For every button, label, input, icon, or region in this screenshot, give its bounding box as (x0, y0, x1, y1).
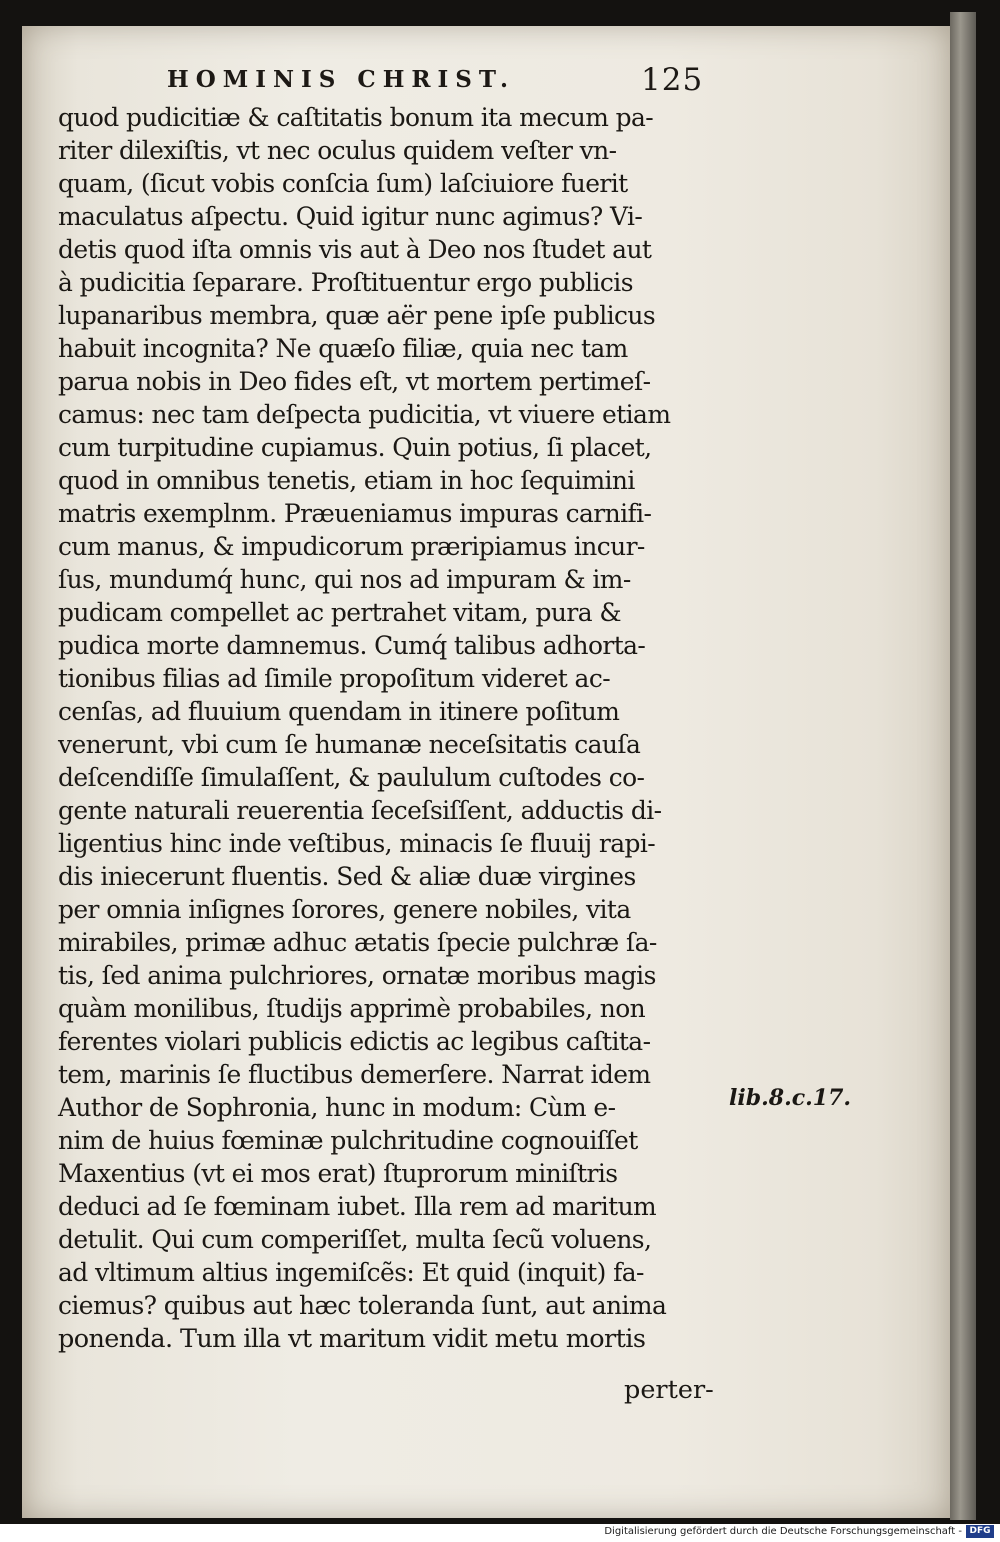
text-line: cum turpitudine cupiamus. Quin potius, ſi placet, (58, 433, 652, 463)
catchword: perter- (624, 1375, 714, 1405)
text-line: dis iniecerunt fluentis. Sed & aliæ duæ virgines (58, 862, 636, 892)
text-line: parua nobis in Deo fides eſt, vt mortem pertimeſ- (58, 367, 651, 397)
text-line: matris exemplnm. Præueniamus impuras carnifi- (58, 499, 652, 529)
text-line: maculatus aſpectu. Quid igitur nunc agimus? Vi- (58, 202, 643, 232)
dfg-logo: DFG (966, 1525, 994, 1538)
text-line: ſus, mundumq́ hunc, qui nos ad impuram & im- (58, 565, 631, 595)
body-text (58, 102, 738, 1356)
text-line: ad vltimum altius ingemiſcẽs: Et quid (inquit) fa- (58, 1258, 644, 1288)
text-line: cum manus, & impudicorum præripiamus incur- (58, 532, 645, 562)
text-line: tem, marinis ſe fluctibus demerſere. Narrat idem (58, 1060, 651, 1090)
text-line: à pudicitia ſeparare. Proſtituentur ergo publicis (58, 268, 633, 298)
running-head: HOMINIS CHRIST. (167, 66, 516, 93)
text-line: per omnia inſignes ſorores, genere nobiles, vita (58, 895, 631, 925)
text-line: Author de Sophronia, hunc in modum: Cùm e- (58, 1093, 616, 1123)
text-line: quod pudicitiæ & caſtitatis bonum ita mecum pa- (58, 103, 654, 133)
text-line: lupanaribus membra, quæ aër pene ipſe publicus (58, 301, 656, 331)
text-line: deduci ad ſe fœminam iubet. Illa rem ad maritum (58, 1192, 657, 1222)
text-line: Maxentius (vt ei mos erat) ſtuprorum miniſtris (58, 1159, 618, 1189)
text-line: camus: nec tam deſpecta pudicitia, vt viuere etiam (58, 400, 671, 430)
text-line: cenſas, ad fluuium quendam in itinere poſitum (58, 697, 620, 727)
text-line: pudica morte damnemus. Cumq́ talibus adhorta- (58, 631, 646, 661)
text-line: tis, ſed anima pulchriores, ornatæ moribus magis (58, 961, 656, 991)
page-number: 125 (641, 62, 704, 98)
text-line: ferentes violari publicis edictis ac legibus caſtita- (58, 1027, 651, 1057)
text-line: riter dilexiſtis, vt nec oculus quidem veſter vn- (58, 136, 617, 166)
text-line: ciemus? quibus aut hæc toleranda ſunt, aut anima (58, 1291, 667, 1321)
text-line: gente naturali reuerentia ſeceſsiſſent, adductis di- (58, 796, 662, 826)
text-line: pudicam compellet ac pertrahet vitam, pura & (58, 598, 621, 628)
text-line: habuit incognita? Ne quæſo filiæ, quia nec tam (58, 334, 628, 364)
page-edge-strip (950, 12, 976, 1520)
text-line: deſcendiſſe ſimulaſſent, & paululum cuſtodes co- (58, 763, 645, 793)
marginal-note: lib.8.c.17. (729, 1085, 852, 1111)
text-line: tionibus filias ad ſimile propoſitum videret ac- (58, 664, 611, 694)
text-line: detis quod iſta omnis vis aut à Deo nos ſtudet aut (58, 235, 652, 265)
text-line: quàm monilibus, ſtudijs apprimè probabiles, non (58, 994, 646, 1024)
text-line: ponenda. Tum illa vt maritum vidit metu mortis (58, 1324, 646, 1354)
text-line: quam, (ſicut vobis conſcia ſum) laſciuiore fuerit (58, 169, 628, 199)
text-line: mirabiles, primæ adhuc ætatis ſpecie pulchræ ſa- (58, 928, 657, 958)
text-line: venerunt, vbi cum ſe humanæ neceſsitatis cauſa (58, 730, 641, 760)
text-line: detulit. Qui cum comperiſſet, multa ſecũ voluens, (58, 1225, 652, 1255)
text-line: nim de huius fœminæ pulchritudine cognouiſſet (58, 1126, 638, 1156)
footer-credit: Digitalisierung gefördert durch die Deutsche Forschungsgemeinschaft - (604, 1526, 962, 1537)
text-line: ligentius hinc inde veſtibus, minacis ſe fluuij rapi- (58, 829, 656, 859)
text-line: quod in omnibus tenetis, etiam in hoc ſequimini (58, 466, 635, 496)
